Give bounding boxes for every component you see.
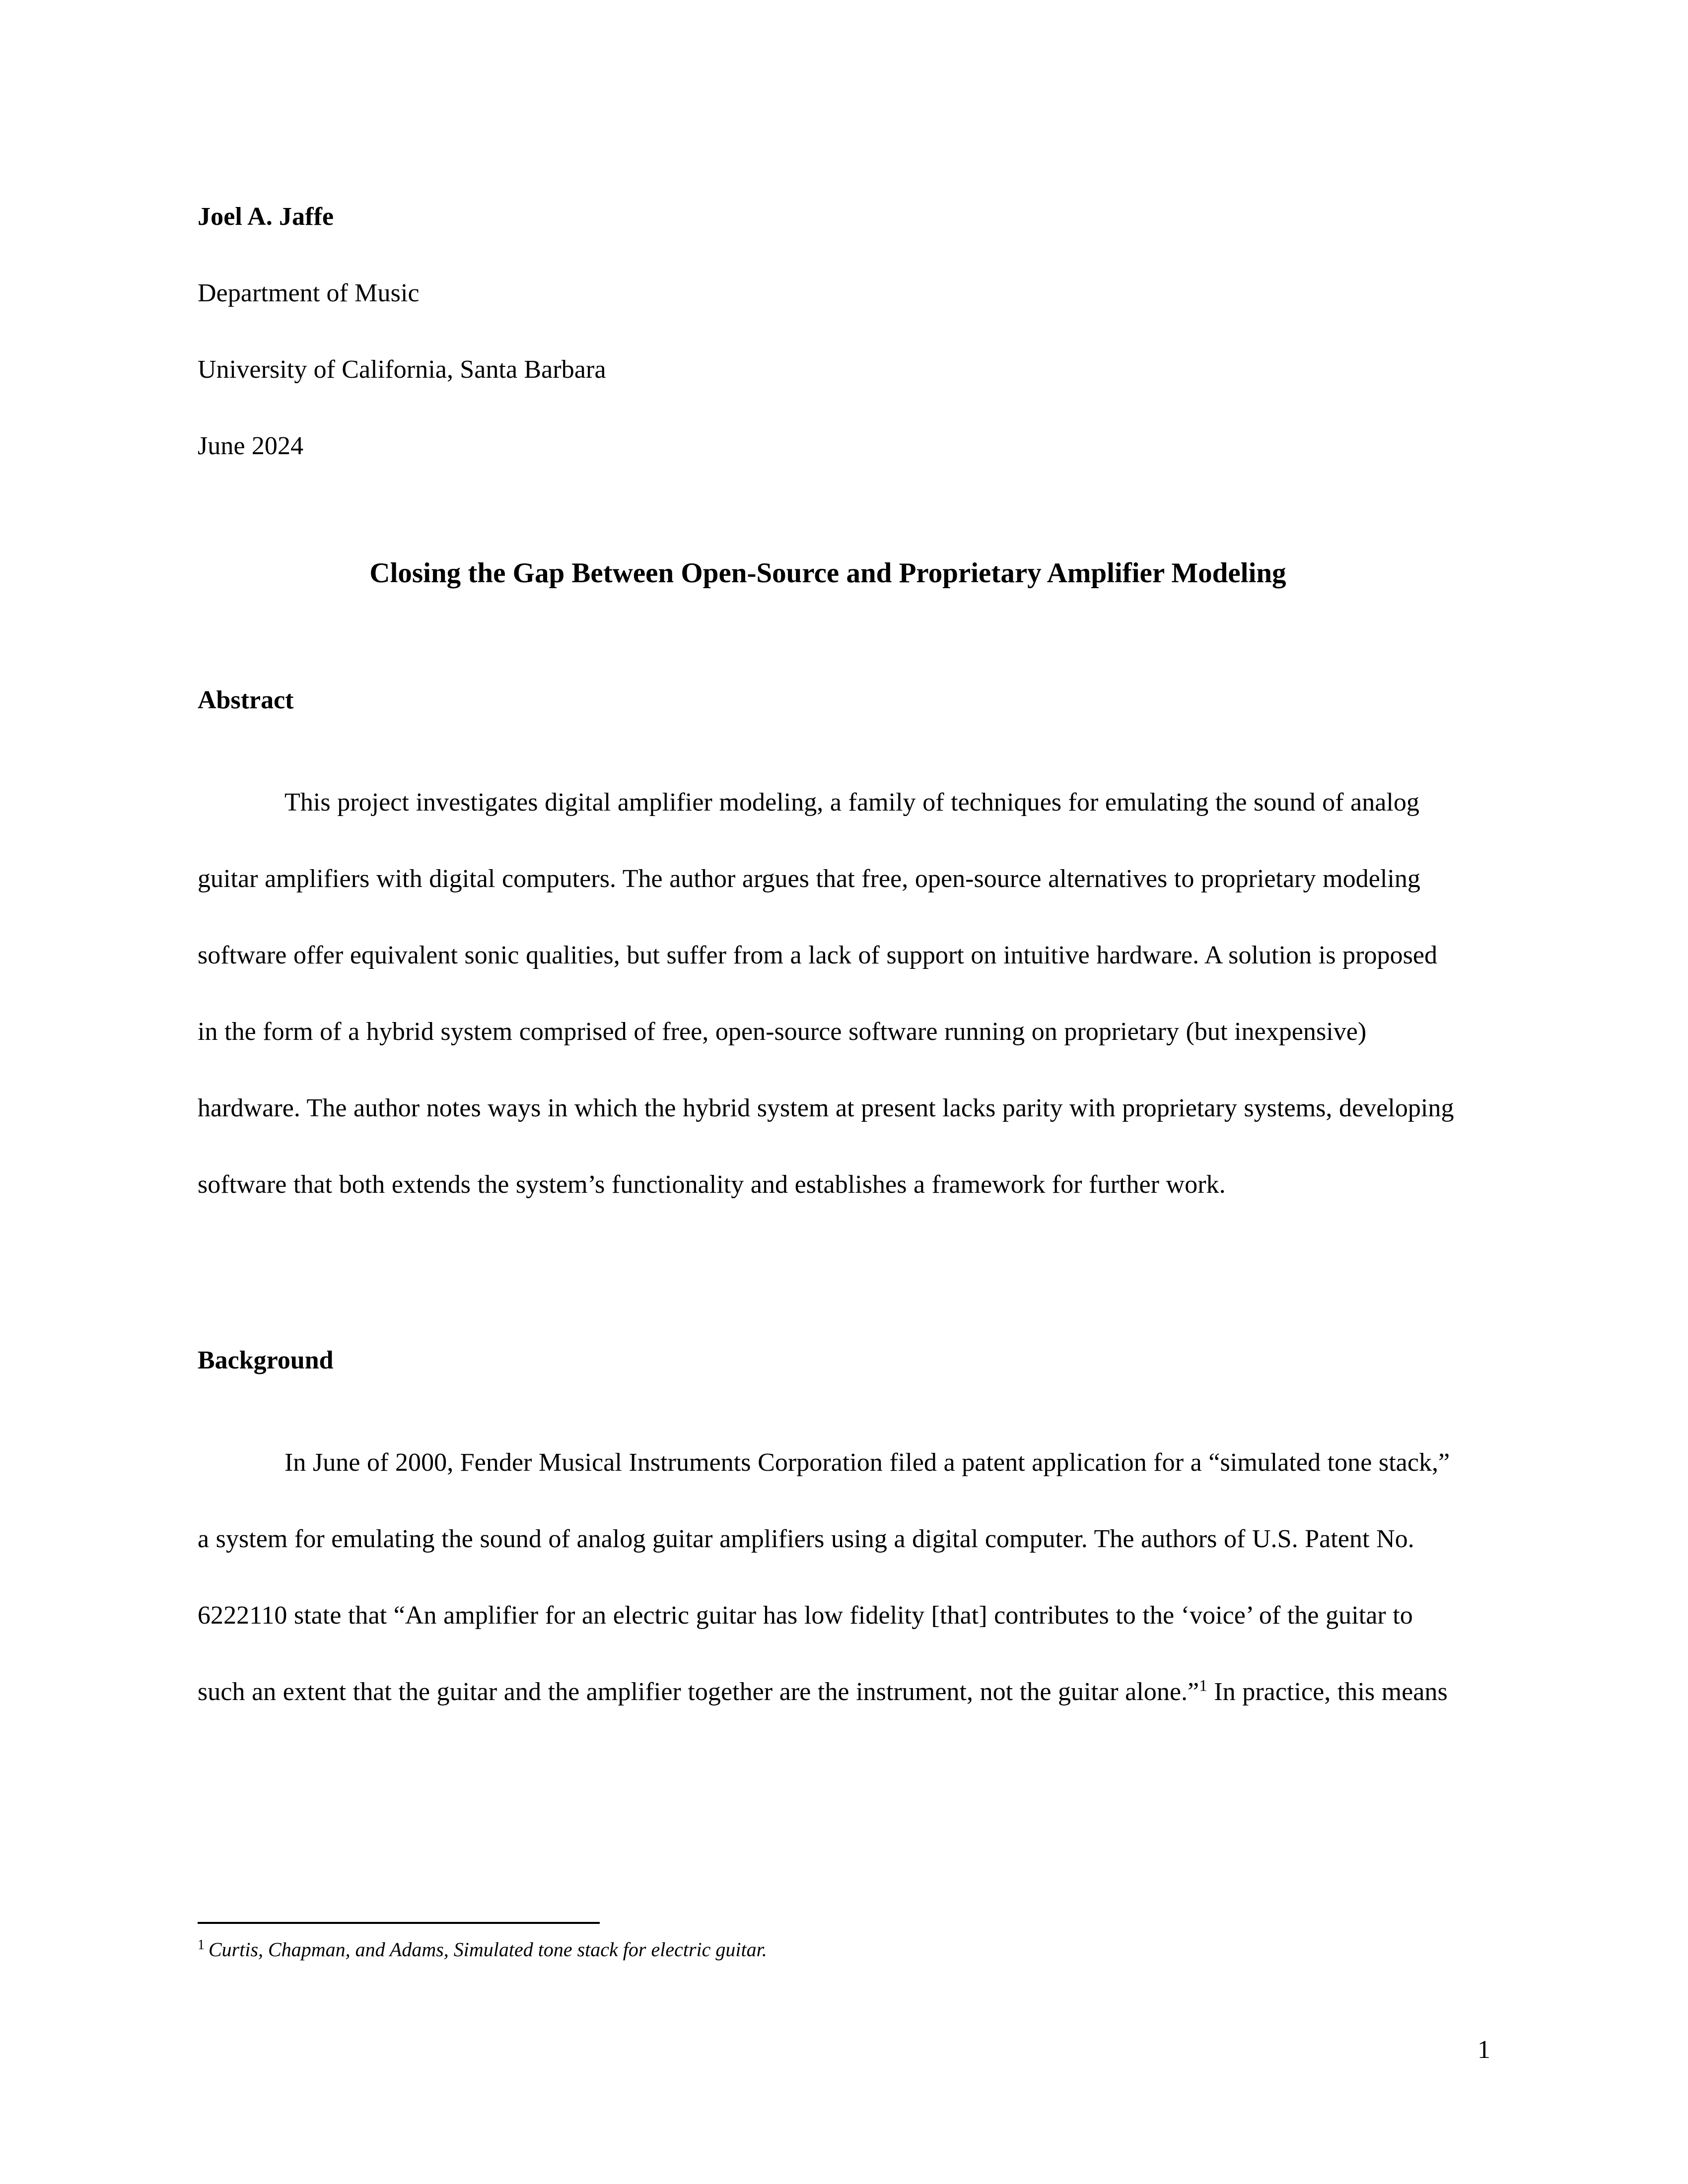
footnote-separator-rule [198,1922,600,1924]
section-heading-abstract: Abstract [198,686,294,714]
author-name: Joel A. Jaffe [198,203,334,231]
document-date: June 2024 [198,432,304,460]
page-number: 1 [1477,2036,1490,2064]
background-paragraph [198,1425,1461,1730]
footnote-citation-text: Curtis, Chapman, and Adams, Simulated tone stack for electric guitar. [209,1938,767,1961]
footnote-reference-marker[interactable]: 1 [1199,1677,1207,1695]
author-institution: University of California, Santa Barbara [198,355,606,384]
background-paragraph-text-part1: In June of 2000, Fender Musical Instruments Corporation filed a patent application for a “simulated tone stack,” a system for emulating the sound of analog guitar amplifiers using a digital computer. The authors of U.S. Patent No. 6222110 state that “An amplifier for an electric guitar has low fidelity [that] contributes to the ‘voice’ of the guitar to such an extent that the guitar and the amplifier together are the instrument, not the guitar alone.” [198,1448,1450,1706]
footnote-area [198,1922,1461,1963]
abstract-paragraph: This project investigates digital amplifier modeling, a family of techniques for emulating the sound of analog guitar amplifiers with digital computers. The author argues that free, open-source alternatives to proprietary modeling software offer equivalent sonic qualities, but suffer from a lack of support on intuitive hardware. A solution is proposed in the form of a hybrid system comprised of free, open-source software running on proprietary (but inexpensive) hardware. The author notes ways in which the hybrid system at present lacks parity with proprietary systems, developing software that both extends the system’s functionality and establishes a framework for further work. [198,788,1454,1199]
author-department: Department of Music [198,279,420,307]
footnote-number: 1 [198,1937,205,1953]
page-content [198,179,1461,1756]
footnote-entry [198,1937,1461,1963]
section-heading-background: Background [198,1346,334,1374]
background-paragraph-text-part2: In practice, this means [1207,1678,1448,1706]
page-title: Closing the Gap Between Open-Source and Proprietary Amplifier Modeling [369,557,1286,589]
